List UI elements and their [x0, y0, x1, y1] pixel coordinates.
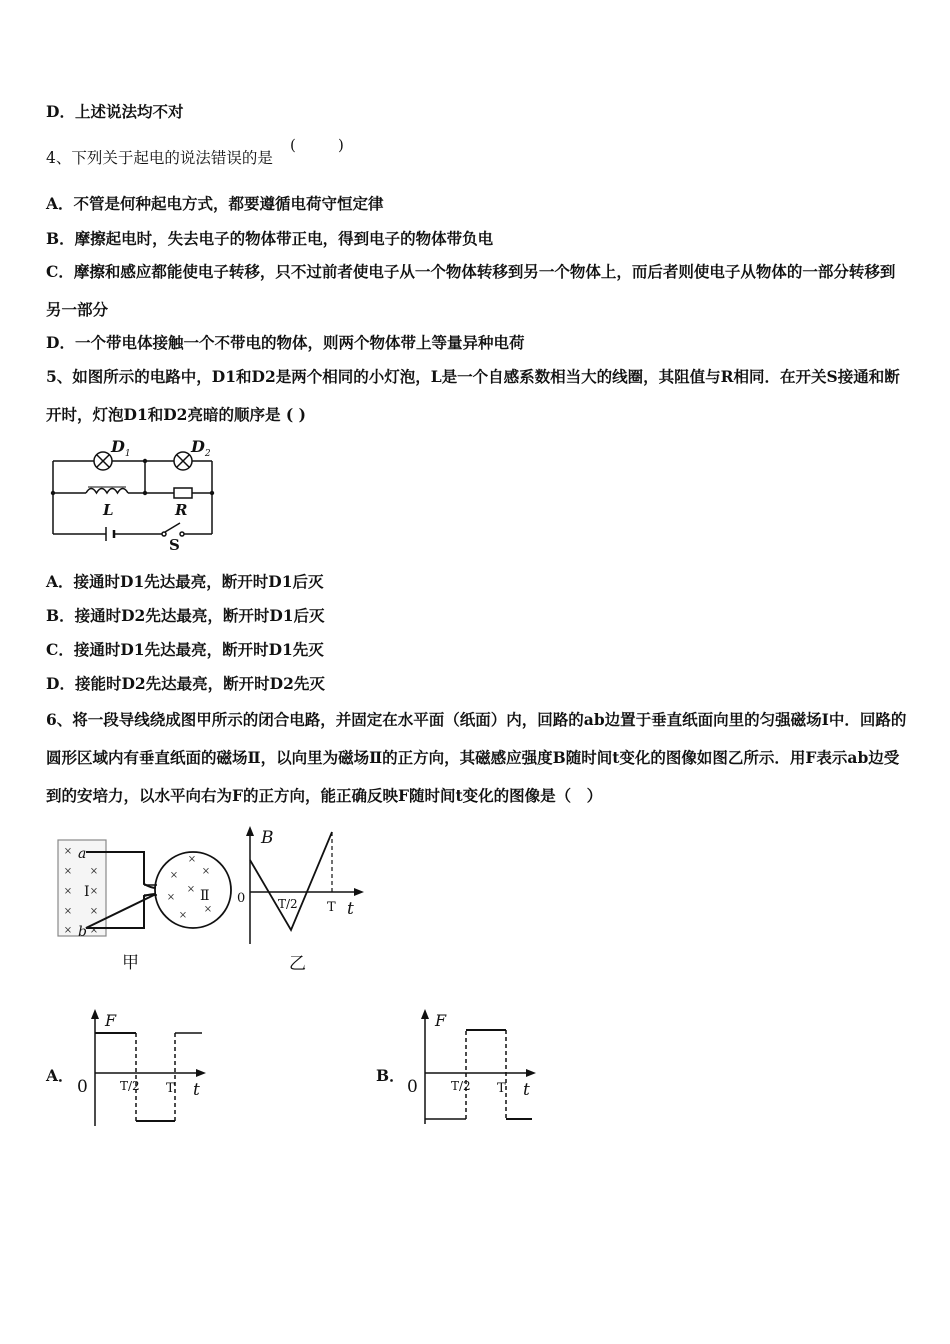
label-b: b [78, 924, 87, 940]
q4-option-c: C．摩擦和感应都能使电子转移，只不过前者使电子从一个物体转移到另一个物体上，而后者则使电子从物体的一部分转移到另一部分 [46, 262, 896, 319]
svg-text:×: × [186, 884, 196, 895]
q5-stem: 5、如图所示的电路中，D1和D2是两个相同的小灯泡，L是一个自感系数相当大的线圈，其阻值与R相同．在开关S接通和断开时，灯泡D1和D2亮暗的顺序是 ( ) [46, 367, 900, 424]
svg-text:×: × [203, 904, 213, 915]
svg-text:×: × [89, 925, 99, 936]
switch-s-icon [162, 523, 184, 536]
yi-origin: 0 [237, 891, 246, 906]
label-d1: D [111, 437, 125, 456]
svg-text:×: × [169, 870, 179, 881]
yi-ylabel: B [261, 828, 274, 848]
svg-text:×: × [89, 866, 99, 877]
lamp-d1-icon [94, 452, 112, 470]
label-a: a [78, 846, 87, 862]
a-period: T [166, 1081, 175, 1096]
label-d2: D [191, 437, 205, 456]
q4-option-d: D．一个带电体接触一个不带电的物体，则两个物体带上等量异种电荷 [46, 333, 525, 352]
caption-yi: 乙 [289, 954, 306, 974]
svg-text:×: × [89, 886, 99, 897]
q4-option-b: B．摩擦起电时，失去电子的物体带正电，得到电子的物体带负电 [46, 229, 494, 248]
svg-text:×: × [63, 906, 73, 917]
resistor-icon [174, 488, 192, 498]
a-half-period: T/2 [120, 1079, 140, 1093]
q4-paren-close: ) [338, 136, 344, 154]
label-region-2: Ⅱ [200, 888, 210, 904]
q6-figure-yi [234, 824, 374, 974]
q5-option-c: C．接通时D1先达最亮，断开时D1先灭 [46, 640, 324, 659]
label-s: S [169, 536, 180, 554]
inductor-coil-icon [86, 489, 128, 494]
q6-option-b-graph[interactable] [404, 1006, 544, 1131]
q6-option-a-graph[interactable] [74, 1006, 214, 1131]
svg-text:×: × [187, 854, 197, 865]
b-origin: 0 [407, 1077, 418, 1097]
yi-period: T [327, 900, 336, 915]
label-d2-sub: 2 [204, 449, 211, 459]
q5-circuit-diagram [46, 436, 226, 554]
caption-jia: 甲 [122, 953, 139, 973]
label-d1-sub: 1 [124, 449, 131, 459]
a-origin: 0 [77, 1077, 88, 1097]
q5-option-b: B．接通时D2先达最亮，断开时D1后灭 [46, 606, 325, 625]
q5-option-a: A．接通时D1先达最亮，断开时D1后灭 [46, 572, 324, 591]
q6-stem: 6、将一段导线绕成图甲所示的闭合电路，并固定在水平面（纸面）内，回路的ab边置于垂直纸面向里的匀强磁场Ⅰ中．回路的圆形区域内有垂直纸面的磁场Ⅱ，以向里为磁场Ⅱ的正方向，其磁感应强度B随时间t变化的图像如图乙所示．用F表示ab边受到的安培力，以水平向右为F的正方向，能正确反映F随时间t变化的图像是（ ） [46, 710, 907, 805]
label-region-1: Ⅰ [84, 884, 90, 900]
svg-text:×: × [63, 925, 73, 936]
svg-text:×: × [201, 866, 211, 877]
svg-text:×: × [63, 886, 73, 897]
b-xlabel: t [523, 1080, 530, 1100]
q6-figure-jia [56, 838, 236, 983]
q4-stem: 4、下列关于起电的说法错误的是 [46, 149, 273, 167]
svg-text:×: × [63, 866, 73, 877]
q6-option-a-label[interactable]: A． [46, 1066, 74, 1085]
battery-icon [106, 527, 114, 541]
a-ylabel: F [105, 1011, 117, 1030]
yi-xlabel: t [347, 899, 354, 919]
label-r: R [175, 501, 188, 519]
b-half-period: T/2 [451, 1079, 471, 1093]
svg-text:×: × [178, 910, 188, 921]
q4-option-a: A．不管是何种起电方式，都要遵循电荷守恒定律 [46, 194, 384, 213]
q4-paren-open: ( [290, 136, 296, 154]
svg-text:×: × [63, 846, 73, 857]
svg-text:D1 [110, 437, 131, 459]
b-ylabel: F [435, 1011, 447, 1030]
label-l: L [103, 501, 114, 519]
lamp-d2-icon [174, 452, 192, 470]
b-period: T [497, 1081, 506, 1096]
q5-option-d: D．接能时D2先达最亮，断开时D2先灭 [46, 674, 325, 693]
yi-half-period: T/2 [278, 897, 298, 911]
prev-option-d: D．上述说法均不对 [46, 102, 184, 121]
svg-text:×: × [166, 892, 176, 903]
svg-text:×: × [89, 906, 99, 917]
a-xlabel: t [193, 1080, 200, 1100]
svg-text:D2 [190, 437, 211, 459]
q6-option-b-label[interactable]: B． [376, 1066, 405, 1085]
